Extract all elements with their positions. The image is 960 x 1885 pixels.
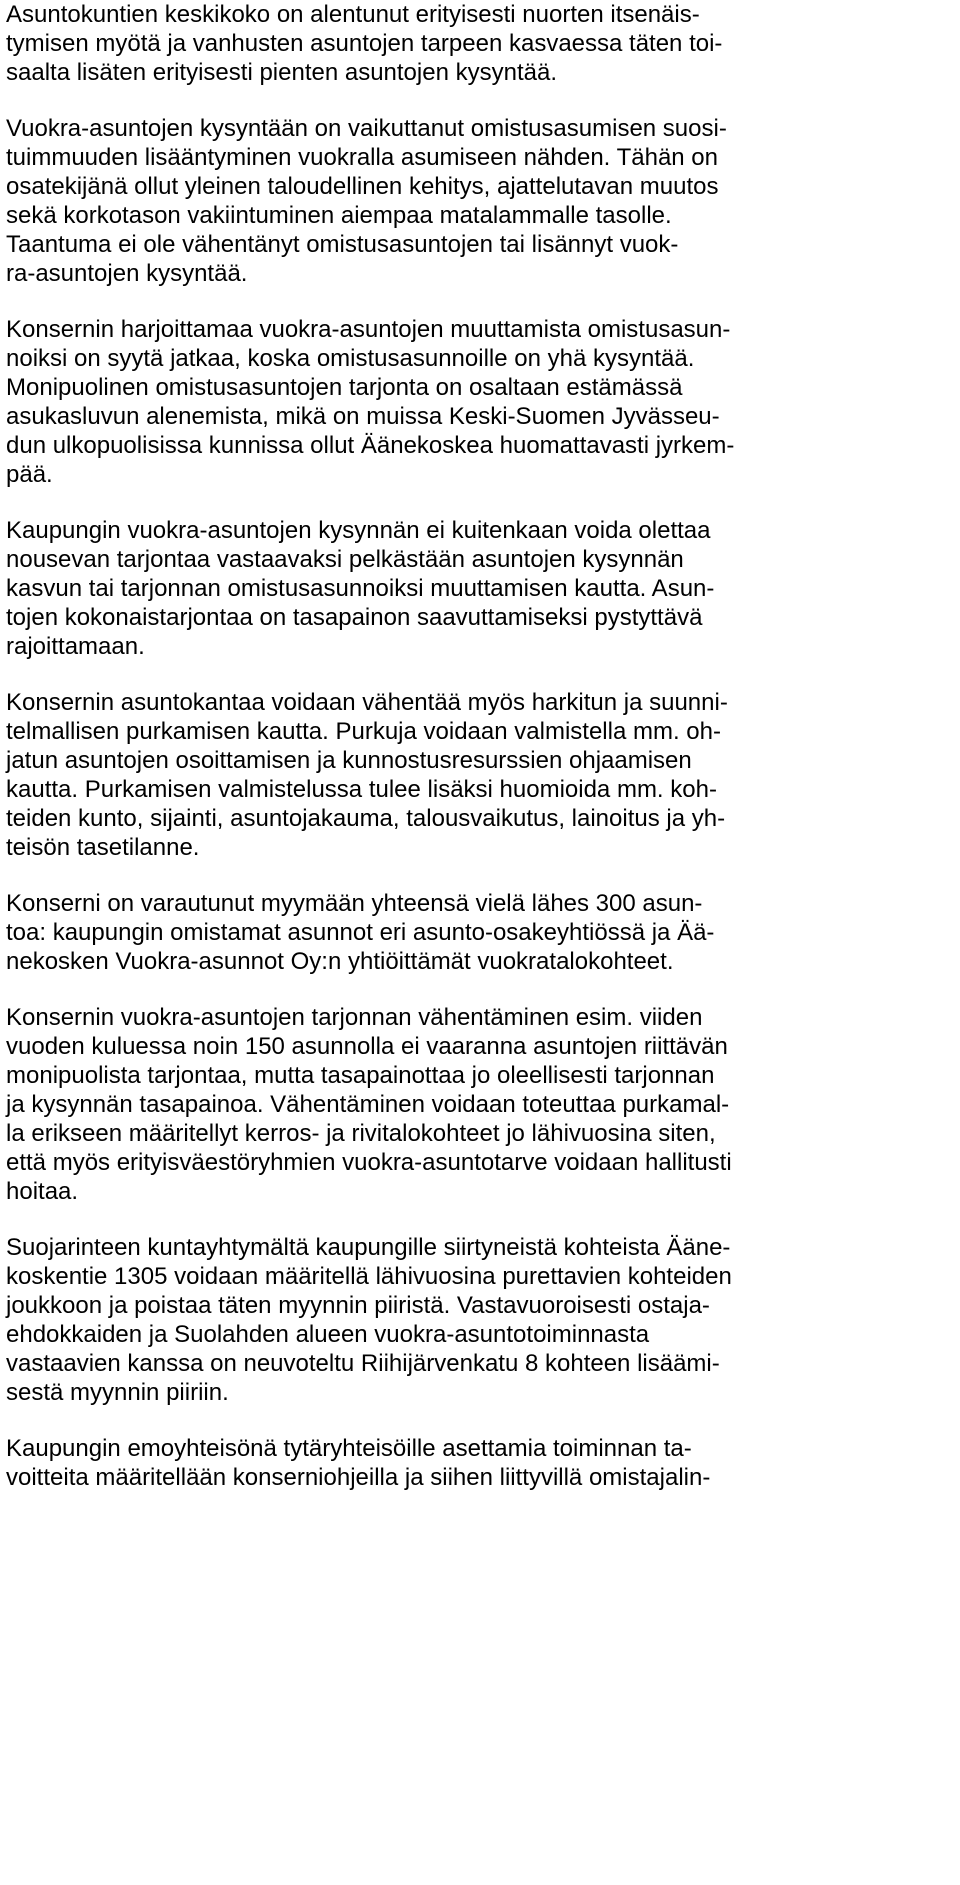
text-line: rajoittamaan. [6, 633, 145, 660]
paragraph-gap [6, 489, 796, 516]
paragraph-gap [6, 1407, 796, 1434]
text-line: asukasluvun alenemista, mikä on muissa Keski-Suomen Jyvässeu- [6, 403, 720, 430]
text-line: että myös erityisväestöryhmien vuokra-asuntotarve voidaan hallitusti [6, 1149, 732, 1176]
text-line: tuimmuuden lisääntyminen vuokralla asumiseen nähden. Tähän on [6, 144, 718, 171]
text-line: pää. [6, 461, 53, 488]
text-line: toa: kaupungin omistamat asunnot eri asunto-osakeyhtiössä ja Ää- [6, 919, 715, 946]
paragraph [6, 0, 796, 87]
text-line: Kaupungin vuokra-asuntojen kysynnän ei kuitenkaan voida olettaa [6, 517, 711, 544]
paragraph [6, 889, 796, 976]
text-line: Asuntokuntien keskikoko on alentunut erityisesti nuorten itsenäis- [6, 1, 700, 28]
paragraph [6, 1003, 796, 1206]
text-line: osatekijänä ollut yleinen taloudellinen kehitys, ajattelutavan muutos [6, 173, 719, 200]
text-line: Konserni on varautunut myymään yhteensä vielä lähes 300 asun- [6, 890, 703, 917]
paragraph [6, 516, 796, 661]
text-line: teisön tasetilanne. [6, 834, 200, 861]
text-line: ra-asuntojen kysyntää. [6, 260, 248, 287]
paragraph-gap [6, 87, 796, 114]
text-line: joukkoon ja poistaa täten myynnin piiristä. Vastavuoroisesti ostaja- [6, 1292, 710, 1319]
text-line: Konsernin asuntokantaa voidaan vähentää myös harkitun ja suunni- [6, 689, 728, 716]
text-line: voitteita määritellään konserniohjeilla ja siihen liittyvillä omistajalin- [6, 1464, 711, 1491]
paragraph-gap [6, 288, 796, 315]
text-line: dun ulkopuolisissa kunnissa ollut Äänekoskea huomattavasti jyrkem- [6, 432, 735, 459]
text-line: kautta. Purkamisen valmistelussa tulee lisäksi huomioida mm. koh- [6, 776, 717, 803]
text-line: Kaupungin emoyhteisönä tytäryhteisöille asettamia toiminnan ta- [6, 1435, 692, 1462]
paragraph-gap [6, 976, 796, 1003]
text-line: Suojarinteen kuntayhtymältä kaupungille siirtyneistä kohteista Ääne- [6, 1234, 731, 1261]
paragraph [6, 688, 796, 862]
text-line: Konsernin vuokra-asuntojen tarjonnan vähentäminen esim. viiden [6, 1004, 703, 1031]
text-line: jatun asuntojen osoittamisen ja kunnostusresurssien ohjaamisen [6, 747, 692, 774]
text-line: tojen kokonaistarjontaa on tasapainon saavuttamiseksi pystyttävä [6, 604, 703, 631]
text-line: nekosken Vuokra-asunnot Oy:n yhtiöittämät vuokratalokohteet. [6, 948, 674, 975]
text-line: saalta lisäten erityisesti pienten asuntojen kysyntää. [6, 59, 557, 86]
text-line: Taantuma ei ole vähentänyt omistusasuntojen tai lisännyt vuok- [6, 231, 679, 258]
text-line: koskentie 1305 voidaan määritellä lähivuosina purettavien kohteiden [6, 1263, 732, 1290]
text-line: Konsernin harjoittamaa vuokra-asuntojen muuttamista omistusasun- [6, 316, 731, 343]
text-line: nousevan tarjontaa vastaavaksi pelkästään asuntojen kysynnän [6, 546, 684, 573]
paragraph [6, 1233, 796, 1407]
paragraph [6, 114, 796, 288]
text-line: kasvun tai tarjonnan omistusasunnoiksi muuttamisen kautta. Asun- [6, 575, 715, 602]
text-line: noiksi on syytä jatkaa, koska omistusasunnoille on yhä kysyntää. [6, 345, 695, 372]
paragraph [6, 315, 796, 489]
paragraph [6, 1434, 796, 1492]
text-line: sestä myynnin piiriin. [6, 1379, 229, 1406]
text-line: Monipuolinen omistusasuntojen tarjonta on osaltaan estämässä [6, 374, 683, 401]
paragraph-gap [6, 862, 796, 889]
text-line: teiden kunto, sijainti, asuntojakauma, talousvaikutus, lainoitus ja yh- [6, 805, 726, 832]
text-line: vastaavien kanssa on neuvoteltu Riihijärvenkatu 8 kohteen lisäämi- [6, 1350, 720, 1377]
text-line: hoitaa. [6, 1178, 79, 1205]
document-page [6, 0, 796, 1492]
paragraph-gap [6, 1206, 796, 1233]
text-line: sekä korkotason vakiintuminen aiempaa matalammalle tasolle. [6, 202, 672, 229]
paragraph-gap [6, 661, 796, 688]
text-line: la erikseen määritellyt kerros- ja rivitalokohteet jo lähivuosina siten, [6, 1120, 716, 1147]
text-line: monipuolista tarjontaa, mutta tasapainottaa jo oleellisesti tarjonnan [6, 1062, 715, 1089]
text-line: ja kysynnän tasapainoa. Vähentäminen voidaan toteuttaa purkamal- [6, 1091, 730, 1118]
text-line: tymisen myötä ja vanhusten asuntojen tarpeen kasvaessa täten toi- [6, 30, 723, 57]
text-line: telmallisen purkamisen kautta. Purkuja voidaan valmistella mm. oh- [6, 718, 721, 745]
text-line: vuoden kuluessa noin 150 asunnolla ei vaaranna asuntojen riittävän [6, 1033, 728, 1060]
text-line: Vuokra-asuntojen kysyntään on vaikuttanut omistusasumisen suosi- [6, 115, 727, 142]
text-line: ehdokkaiden ja Suolahden alueen vuokra-asuntotoiminnasta [6, 1321, 650, 1348]
